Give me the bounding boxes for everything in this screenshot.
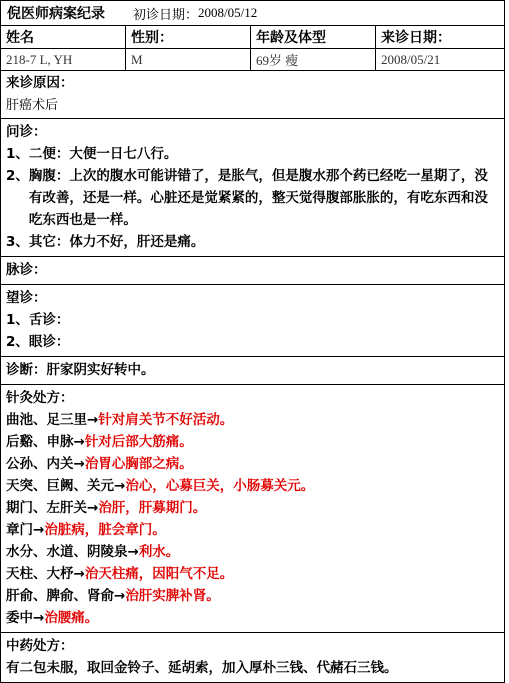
acupuncture-item xyxy=(6,453,498,475)
acupuncture-item xyxy=(6,607,498,629)
acupoint-effect: 治脏病，脏会章门。 xyxy=(44,522,166,538)
acupoint-effect: 利水。 xyxy=(138,544,180,560)
info-value-sex: M xyxy=(126,49,251,70)
acupuncture-label: 针灸处方： xyxy=(6,390,74,406)
acupoints: 肝俞、脾俞、肾俞 xyxy=(6,588,114,604)
right-arrow-icon: → xyxy=(114,478,126,494)
inquiry-item: 1、 二便：大便一日七八行。 xyxy=(6,146,178,162)
pulse-section xyxy=(0,257,505,285)
herbal-text: 有二包未服，取回金铃子、延胡索，加入厚朴三钱、代赭石三钱。 xyxy=(6,660,398,676)
acupuncture-item xyxy=(6,475,498,497)
acupoint-effect: 治天柱痛，因阳气不足。 xyxy=(84,566,234,582)
acupuncture-item xyxy=(6,409,498,431)
right-arrow-icon: → xyxy=(33,522,45,538)
acupuncture-item xyxy=(6,563,498,585)
acupuncture-item xyxy=(6,585,498,607)
acupuncture-section xyxy=(0,385,505,633)
right-arrow-icon: → xyxy=(87,500,99,516)
acupuncture-item xyxy=(6,541,498,563)
observation-item: 2、 眼诊： xyxy=(6,334,70,350)
observation-label: 望诊： xyxy=(6,290,47,306)
acupoints: 天突、巨阙、关元 xyxy=(6,478,114,494)
info-table-header xyxy=(0,26,505,49)
right-arrow-icon: → xyxy=(87,412,99,428)
info-header-visit-date: 来诊日期： xyxy=(381,30,451,46)
acupuncture-item xyxy=(6,497,498,519)
observation-section xyxy=(0,285,505,357)
pulse-label: 脉诊： xyxy=(6,262,47,278)
diagnosis-text: 诊断：肝家阴实好转中。 xyxy=(6,362,155,378)
right-arrow-icon: → xyxy=(127,544,139,560)
reason-text: 肝癌术后 xyxy=(6,97,59,112)
acupoints: 委中 xyxy=(6,610,33,626)
acupoint-effect: 治胃心胸部之病。 xyxy=(84,456,193,472)
observation-item: 1、 舌诊： xyxy=(6,312,70,328)
acupoints: 天柱、大杼 xyxy=(6,566,74,582)
acupoint-effect: 治心，心募巨关，小肠募关元。 xyxy=(125,478,315,494)
info-value-visit-date: 2008/05/21 xyxy=(381,51,441,67)
reason-section xyxy=(0,71,505,119)
inquiry-section xyxy=(0,119,505,257)
acupoints: 章门 xyxy=(6,522,33,538)
right-arrow-icon: → xyxy=(73,566,85,582)
info-value-name: 218-7 L, YH xyxy=(1,49,126,70)
acupoint-effect: 治肝，肝募期门。 xyxy=(98,500,207,516)
herbal-label: 中药处方： xyxy=(6,638,74,654)
diagnosis-section xyxy=(0,357,505,385)
info-value-age: 69岁 瘦 xyxy=(251,49,376,70)
info-table-values xyxy=(0,49,505,71)
inquiry-item: 2、 胸腹：上次的腹水可能讲错了，是胀气，但是腹水那个药已经吃一星期了，没有改善，还是一样。心脏还是觉紧紧的，整天觉得腹部胀胀的，有吃东西和没吃东西也是一样。 xyxy=(6,168,488,228)
record-title: 倪医师病案纪录 xyxy=(7,6,105,22)
acupoints: 曲池、足三里 xyxy=(6,412,87,428)
record-header xyxy=(0,0,505,26)
first-visit-label: 初诊日期： xyxy=(133,7,199,23)
herbal-section xyxy=(0,633,505,683)
acupoint-effect: 针对肩关节不好活动。 xyxy=(98,412,234,428)
acupoint-effect: 治腰痛。 xyxy=(44,610,99,626)
info-header-age: 年龄及体型 xyxy=(251,26,376,48)
reason-label: 来诊原因： xyxy=(6,75,74,91)
inquiry-label: 问诊： xyxy=(6,124,47,140)
inquiry-item: 3、 其它：体力不好，肝还是痛。 xyxy=(6,234,205,250)
right-arrow-icon: → xyxy=(73,434,85,450)
acupoint-effect: 治肝实脾补肾。 xyxy=(125,588,220,604)
acupoints: 水分、水道、阴陵泉 xyxy=(6,544,128,560)
info-header-sex: 性别： xyxy=(126,26,251,48)
acupoint-effect: 针对后部大筋痛。 xyxy=(84,434,193,450)
acupuncture-item xyxy=(6,519,498,541)
info-header-name: 姓名 xyxy=(1,26,126,48)
acupoints: 后谿、申脉 xyxy=(6,434,74,450)
acupoints: 公孙、内关 xyxy=(6,456,74,472)
first-visit-date: 2008/05/12 xyxy=(198,5,258,20)
acupoints: 期门、左肝关 xyxy=(6,500,87,516)
right-arrow-icon: → xyxy=(114,588,126,604)
right-arrow-icon: → xyxy=(73,456,85,472)
right-arrow-icon: → xyxy=(33,610,45,626)
acupuncture-item xyxy=(6,431,498,453)
acupuncture-list xyxy=(6,409,498,629)
